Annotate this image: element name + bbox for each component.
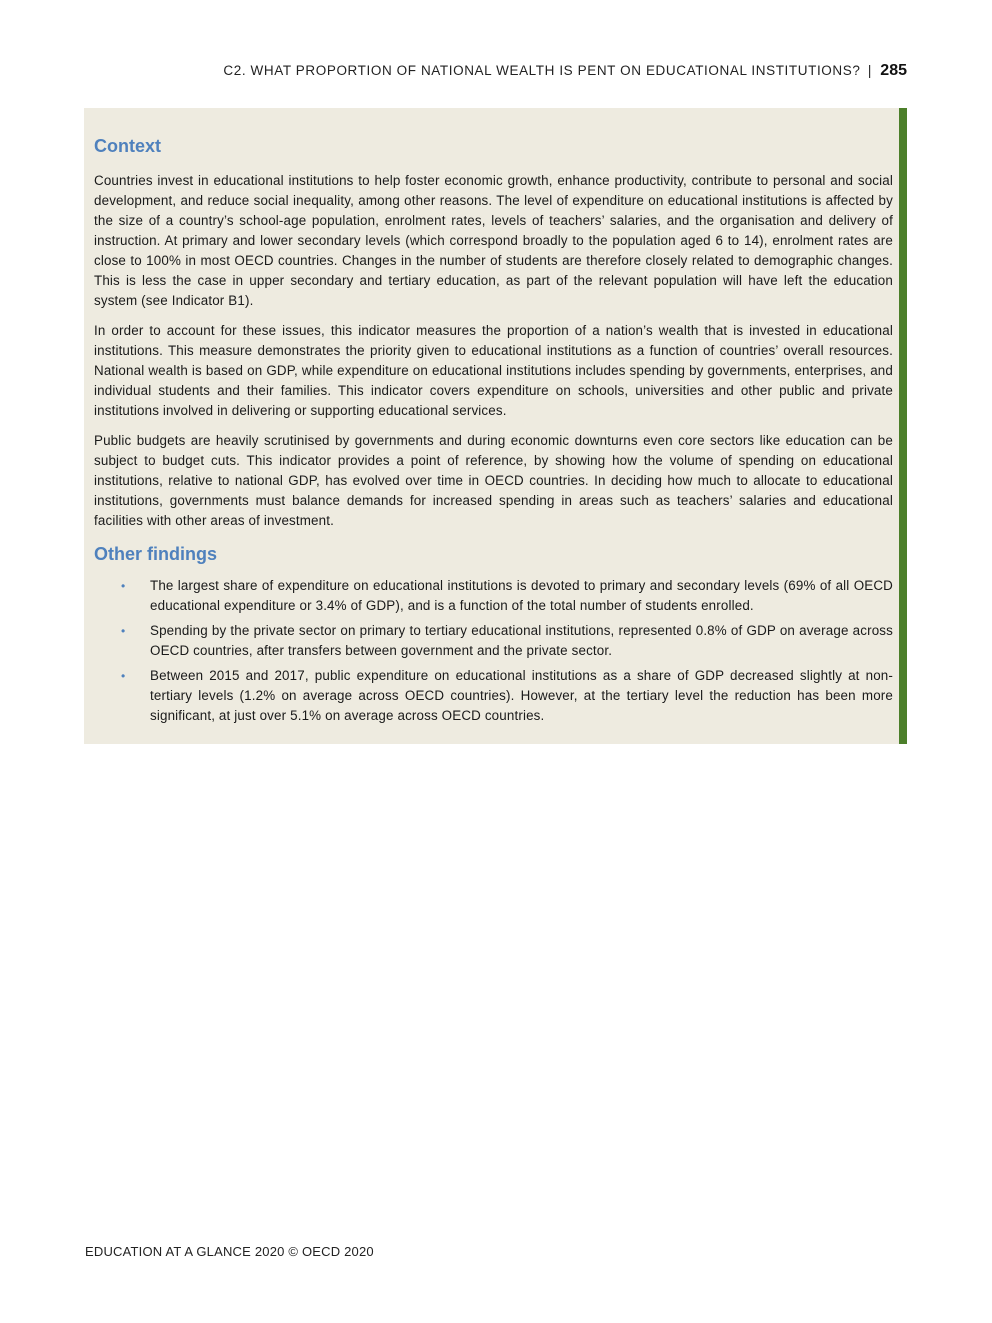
list-item: [94, 576, 893, 616]
context-box-content: [84, 108, 899, 726]
findings-list: [94, 576, 893, 726]
finding-text-2: Spending by the private sector on primary to tertiary educational institutions, represented 0.8% of GDP on average across OECD countries, after transfers between government and the private sector.: [150, 623, 893, 658]
page-footer: EDUCATION AT A GLANCE 2020 © OECD 2020: [85, 1244, 374, 1259]
running-header: [85, 62, 907, 80]
other-findings-heading: Other findings: [94, 544, 217, 564]
list-item: [94, 621, 893, 661]
bullet-icon: •: [121, 624, 126, 638]
context-paragraph-2: In order to account for these issues, this indicator measures the proportion of a nation’s wealth that is invested in educational institutions. This measure demonstrates the priority given to educational institutions as a function of countries’ overall resources. National wealth is based on GDP, while expenditure on educational institutions includes spending by governments, enterprises, and individual students and their families. This indicator covers expenditure on schools, universities and other public and private institutions involved in delivering or supporting educational services.: [94, 323, 893, 418]
context-box: [84, 108, 907, 744]
context-heading: Context: [94, 136, 161, 156]
finding-text-3: Between 2015 and 2017, public expenditure on educational institutions as a share of GDP decreased slightly at non-tertiary levels (1.2% on average across OECD countries). However, at the tertiary level the reduction has been more significant, at just over 5.1% on average across OECD countries.: [150, 668, 893, 723]
context-paragraph-3: Public budgets are heavily scrutinised by governments and during economic downturns even core sectors like education can be subject to budget cuts. This indicator provides a point of reference, by showing how the volume of spending on educational institutions, relative to national GDP, has evolved over time in OECD countries. In deciding how much to allocate to educational institutions, governments must balance demands for increased spending in areas such as teachers’ salaries and educational facilities with other areas of investment.: [94, 433, 893, 528]
bullet-icon: •: [121, 579, 126, 593]
page-number: 285: [880, 62, 907, 79]
context-paragraph-1: Countries invest in educational institutions to help foster economic growth, enhance productivity, contribute to personal and social development, and reduce social inequality, among other reasons. The level of expenditure on educational institutions is affected by the size of a country’s school-age population, enrolment rates, levels of teachers’ salaries, and the organisation and delivery of instruction. At primary and lower secondary levels (which correspond broadly to the population aged 6 to 14), enrolment rates are close to 100% in most OECD countries. Changes in the number of students are therefore closely related to demographic changes. This is less the case in upper secondary and tertiary education, as part of the relevant population will have left the education system (see Indicator B1).: [94, 173, 893, 308]
running-header-separator: |: [867, 63, 872, 78]
list-item: [94, 666, 893, 726]
finding-text-1: The largest share of expenditure on educational institutions is devoted to primary and secondary levels (69% of all OECD educational expenditure or 3.4% of GDP), and is a function of the total number of students enrolled.: [150, 578, 893, 613]
bullet-icon: •: [121, 669, 126, 683]
running-header-title: C2. WHAT PROPORTION OF NATIONAL WEALTH IS PENT ON EDUCATIONAL INSTITUTIONS?: [223, 63, 861, 78]
